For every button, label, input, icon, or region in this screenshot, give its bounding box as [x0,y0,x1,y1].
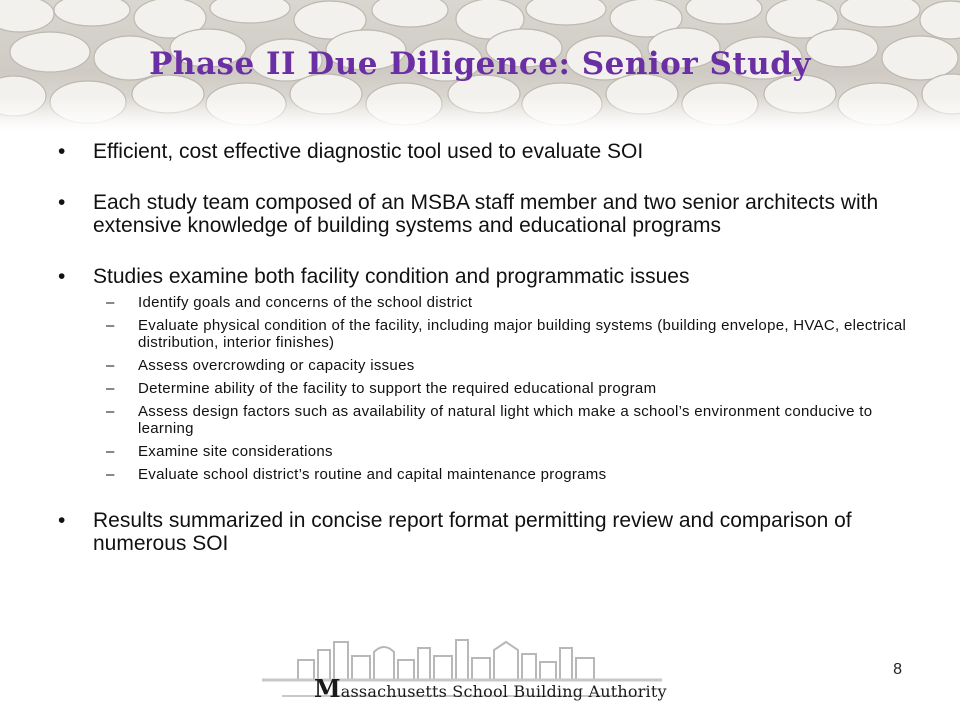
sub-bullet-dash: – [106,357,115,374]
sub-bullet-text: Assess overcrowding or capacity issues [138,357,415,374]
msba-logo [262,630,667,703]
sub-bullet-item [58,357,908,374]
sub-bullet-dash: – [106,466,115,483]
bullet-dot: • [58,509,66,532]
bullet-text: Studies examine both facility condition and programmatic issues [93,265,690,288]
sub-bullet-text: Identify goals and concerns of the school district [138,294,473,311]
slide-title: Phase II Due Diligence: Senior Study [149,46,811,82]
sub-bullet-text: Determine ability of the facility to support the required educational program [138,380,657,397]
sub-bullet-item [58,317,908,351]
sub-bullet-dash: – [106,443,115,460]
bullet-text: Each study team composed of an MSBA staff member and two senior architects with extensive knowledge of building systems and educational programs [93,191,879,237]
bullet-item [58,140,908,163]
sub-bullet-dash: – [106,317,115,334]
sub-bullet-item [58,443,908,460]
bullet-dot: • [58,140,66,163]
sub-bullet-dash: – [106,403,115,420]
bullet-text: Efficient, cost effective diagnostic tool used to evaluate SOI [93,140,644,163]
logo-name: assachusetts School Building Authority [340,682,667,701]
sub-bullet-text: Assess design factors such as availability of natural light which make a school’s environment conducive to learning [138,403,873,437]
bullet-item [58,509,908,555]
sub-bullet-item [58,403,908,437]
bullet-item [58,191,908,237]
logo-initial: M [314,674,341,703]
sub-bullet-text: Evaluate physical condition of the facility, including major building systems (building envelope, HVAC, electrical distribution, interior finishes) [138,317,907,351]
bullet-item [58,265,908,288]
sub-bullet-item [58,466,908,483]
bullet-dot: • [58,191,66,214]
page-number: 8 [893,661,902,678]
bullet-dot: • [58,265,66,288]
sub-bullet-text: Evaluate school district’s routine and capital maintenance programs [138,466,607,483]
bullet-text: Results summarized in concise report format permitting review and comparison of numerous SOI [93,509,852,555]
sub-bullet-dash: – [106,380,115,397]
banner-fade [0,96,960,130]
sub-bullet-text: Examine site considerations [138,443,333,460]
sub-bullet-item [58,380,908,397]
logo-wordmark [314,674,667,703]
sub-bullet-item [58,294,908,311]
sub-bullet-list [58,294,908,483]
bullet-list [58,140,908,555]
sub-bullet-dash: – [106,294,115,311]
